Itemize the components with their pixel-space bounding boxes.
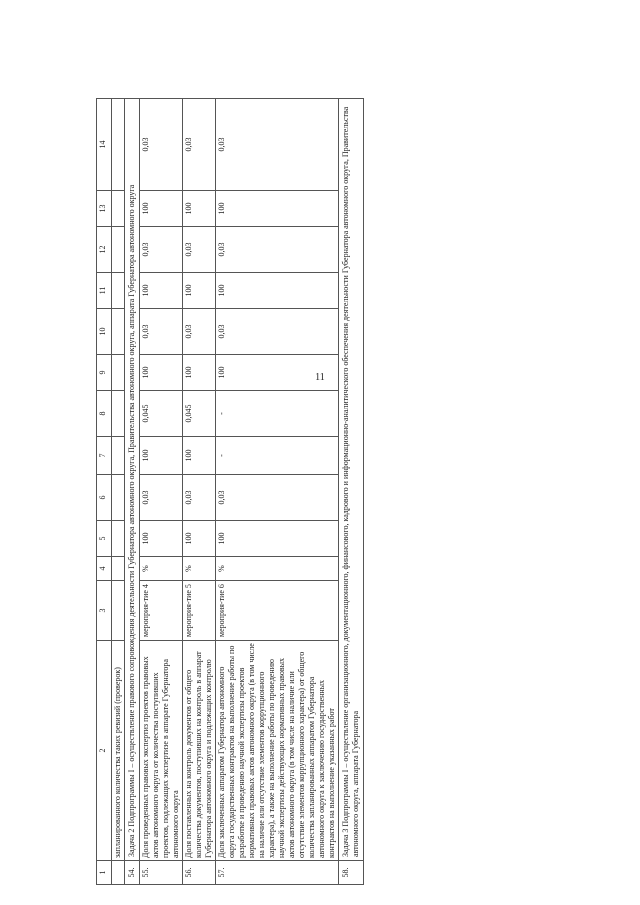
value-cell: 100 bbox=[183, 355, 216, 391]
value-cell: 100 bbox=[183, 273, 216, 309]
value-cell: 0,03 bbox=[216, 227, 339, 273]
value-cell: 100 bbox=[216, 273, 339, 309]
rotated-table-page bbox=[96, 103, 601, 885]
task-row bbox=[339, 99, 364, 885]
value-cell: 0,03 bbox=[216, 309, 339, 355]
header-cell: 4 bbox=[97, 557, 112, 581]
header-cell: 1 bbox=[97, 861, 112, 885]
indicator-name: Доля проведенных правовых экспертиз проектов правовых актов автономного округа от количества поступивших проектов, подлежащих экспертизе в аппарате Губернатора автономного округа bbox=[140, 641, 183, 861]
value-cell: 0,03 bbox=[140, 99, 183, 191]
header-cell: 11 bbox=[97, 273, 112, 309]
table-row bbox=[140, 99, 183, 885]
task-text: Задача 3 Подпрограммы I – осуществление организационного, документационного, финансового, кадрового и информационно-аналитического обеспечения деятельности Губернатора автономного округа, Правительства автономного округа, аппарата Губернатора bbox=[339, 99, 364, 861]
header-cell: 13 bbox=[97, 191, 112, 227]
unit: % bbox=[140, 557, 183, 581]
value-cell: 0,045 bbox=[140, 391, 183, 437]
task-row bbox=[125, 99, 140, 885]
value-cell: 100 bbox=[216, 355, 339, 391]
value-cell: 0,03 bbox=[183, 475, 216, 521]
row-number: 55. bbox=[140, 861, 183, 885]
value-cell: 100 bbox=[183, 437, 216, 475]
header-row bbox=[97, 99, 112, 885]
row-number: 57. bbox=[216, 861, 339, 885]
value-cell: 0,03 bbox=[140, 309, 183, 355]
value-cell: 0,045 bbox=[183, 391, 216, 437]
value-cell: 0,03 bbox=[140, 227, 183, 273]
header-cell: 12 bbox=[97, 227, 112, 273]
indicator-name: Доля поставленных на контроль документов от общего количества документов, поступивших на контроль в аппарат Губернатора автономного округа и подлежащих контролю bbox=[183, 641, 216, 861]
header-cell: 8 bbox=[97, 391, 112, 437]
value-cell: 100 bbox=[140, 521, 183, 557]
value-cell: 0,03 bbox=[183, 227, 216, 273]
table-row bbox=[216, 99, 339, 885]
value-cell: 100 bbox=[140, 437, 183, 475]
value-cell: 100 bbox=[140, 355, 183, 391]
header-cell: 2 bbox=[97, 641, 112, 861]
value-cell: 100 bbox=[183, 191, 216, 227]
header-cell: 9 bbox=[97, 355, 112, 391]
indicator-name: Доля заключенных аппаратом Губернатора автономного округа государственных контрактов на выполнение работы по разработке и проведению научной экспертизы проектов нормативных правовых актов автономного округа (в том числе на наличие или отсутствие элементов коррупционного характера), а также на выполнение работы по проведению научной экспертизы действующих нормативных правовых актов автономного округа (в том числе на наличие или отсутствие элементов коррупционного характера) от общего количества запланированных аппаратом Губернатора автономного округа к заключению государственных контрактов на выполнение указанных работ bbox=[216, 641, 339, 861]
value-cell: 100 bbox=[216, 521, 339, 557]
indicators-table bbox=[96, 98, 364, 885]
row-number: 56. bbox=[183, 861, 216, 885]
value-cell: 0,03 bbox=[216, 99, 339, 191]
unit: % bbox=[216, 557, 339, 581]
measure-type: мероприя-тие 5 bbox=[183, 581, 216, 641]
row-number: 58. bbox=[339, 861, 364, 885]
header-cell: 7 bbox=[97, 437, 112, 475]
table-row bbox=[183, 99, 216, 885]
value-cell: - bbox=[216, 391, 339, 437]
page-number: 11 bbox=[315, 372, 325, 383]
value-cell: 0,03 bbox=[216, 475, 339, 521]
value-cell: 100 bbox=[183, 521, 216, 557]
header-cell: 14 bbox=[97, 99, 112, 191]
measure-type: мероприя-тие 4 bbox=[140, 581, 183, 641]
task-text: Задача 2 Подпрограммы I – осуществление правового сопровождения деятельности Губернатора автономного округа, Правительства автономного округа, аппарата Губернатора автономного округа bbox=[125, 99, 140, 861]
value-cell: 0,03 bbox=[140, 475, 183, 521]
value-cell: 0,03 bbox=[183, 99, 216, 191]
header-cell: 6 bbox=[97, 475, 112, 521]
row-number: 54. bbox=[125, 861, 140, 885]
continued-row bbox=[112, 99, 125, 885]
value-cell: 100 bbox=[140, 191, 183, 227]
value-cell: 0,03 bbox=[183, 309, 216, 355]
header-cell: 10 bbox=[97, 309, 112, 355]
unit: % bbox=[183, 557, 216, 581]
value-cell: - bbox=[216, 437, 339, 475]
header-cell: 3 bbox=[97, 581, 112, 641]
measure-type: мероприя-тие 6 bbox=[216, 581, 339, 641]
continued-row-text: запланированного количества таких ревизий (проверок) bbox=[112, 641, 125, 861]
header-cell: 5 bbox=[97, 521, 112, 557]
value-cell: 100 bbox=[140, 273, 183, 309]
value-cell: 100 bbox=[216, 191, 339, 227]
